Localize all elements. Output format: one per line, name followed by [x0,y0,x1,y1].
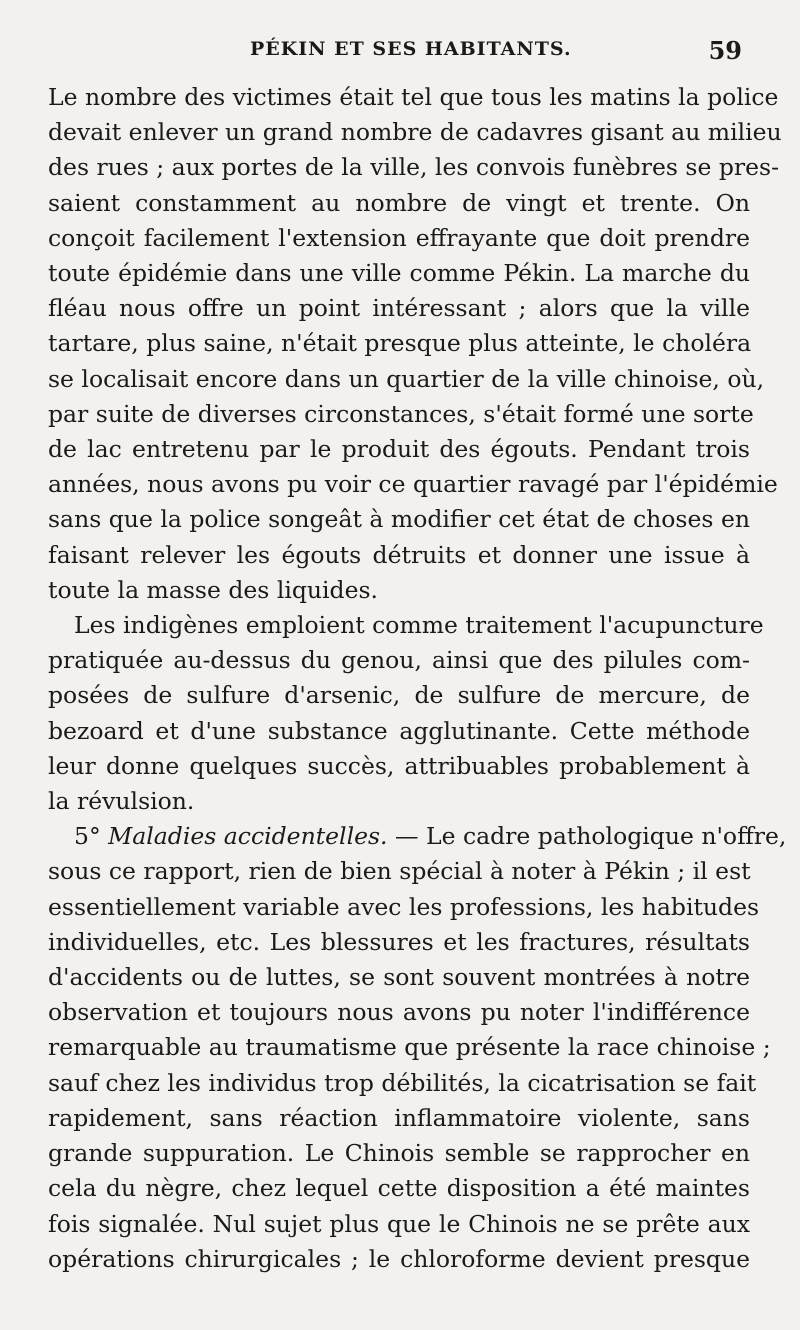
text-line: devait enlever un grand nombre de cadavres gisant au milieu [48,118,782,147]
text-line: de lac entretenu par le produit des égouts. Pendant trois [48,435,750,464]
text-line: opérations chirurgicales ; le chloroforme devient presque [48,1244,750,1273]
text-line: des rues ; aux portes de la ville, les convois funèbres se pres- [48,153,780,182]
text-line: conçoit facilement l'extension effrayante que doit prendre [48,223,750,252]
text-line: rapidement, sans réaction inflammatoire violente, sans [48,1103,750,1132]
text-line: essentiellement variable avec les professions, les habitudes [48,892,760,921]
page-number: 59 [708,36,742,65]
text-line: individuelles, etc. Les blessures et les fractures, résultats [48,927,750,956]
section-title: Maladies accidentelles. [108,822,388,851]
text-line: fléau nous offre un point intéressant ; alors que la ville [48,294,750,323]
text-line: sauf chez les individus trop débilités, la cicatrisation se fait [48,1068,757,1097]
text-line: remarquable au traumatisme que présente la race chinoise ; [48,1033,771,1062]
text-line: par suite de diverses circonstances, s'était formé une sorte [48,399,754,428]
text-line: tartare, plus saine, n'était presque plus atteinte, le choléra [48,329,752,358]
text-line: sans que la police songeât à modifier cet état de choses en [48,505,750,534]
text-line: sous ce rapport, rien de bien spécial à noter à Pékin ; il est [48,857,751,886]
text-line: grande suppuration. Le Chinois semble se rapprocher en [48,1139,750,1168]
section-number: 5° [74,822,109,851]
text-line: fois signalée. Nul sujet plus que le Chinois ne se prête aux [48,1209,750,1238]
text-line: bezoard et d'une substance agglutinante. Cette méthode [48,716,750,745]
body-text [48,80,787,1277]
text-line: la révulsion. [48,787,195,816]
text-line: leur donne quelques succès, attribuables probablement à [48,751,750,780]
text-line: toute la masse des liquides. [48,575,379,604]
text-line: cela du nègre, chez lequel cette disposition a été maintes [48,1174,750,1203]
text-line: posées de sulfure d'arsenic, de sulfure de mercure, de [48,681,750,710]
section-heading-line [48,819,787,854]
section-text: — Le cadre pathologique n'offre, [387,822,787,851]
running-title: PÉKIN ET SES HABITANTS. [250,38,572,60]
page-header [0,38,800,68]
text-line: Le nombre des victimes était tel que tous les matins la police [48,83,779,111]
text-line: Les indigènes emploient comme traitement l'acupuncture [74,611,764,640]
text-line: faisant relever les égouts détruits et donner une issue à [48,540,750,569]
text-line: pratiquée au-dessus du genou, ainsi que des pilules com- [48,646,750,675]
text-line: se localisait encore dans un quartier de la ville chinoise, où, [48,364,765,393]
text-line: toute épidémie dans une ville comme Pékin. La marche du [48,259,750,288]
text-line: d'accidents ou de luttes, se sont souvent montrées à notre [48,963,750,992]
text-line: années, nous avons pu voir ce quartier ravagé par l'épidémie [48,470,778,499]
text-line: observation et toujours nous avons pu noter l'indifférence [48,998,750,1027]
text-line: saient constamment au nombre de vingt et trente. On [48,188,750,217]
